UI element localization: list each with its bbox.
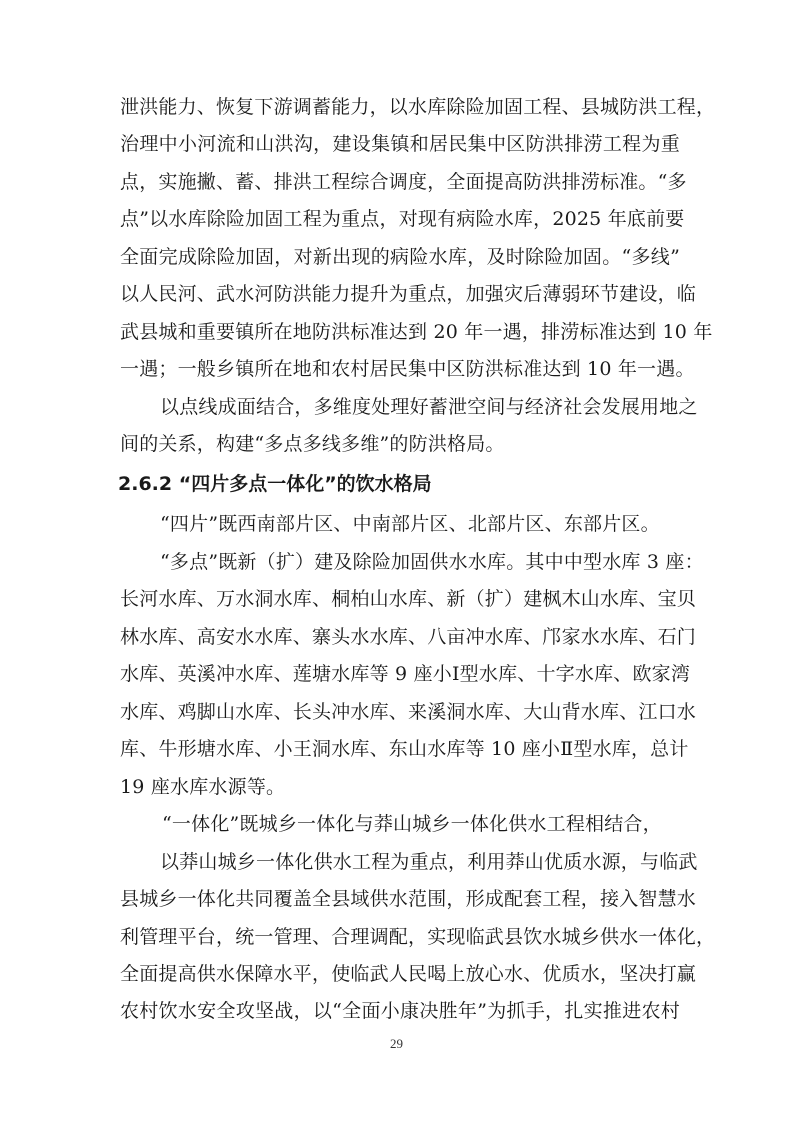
- text-line: 库、牛形塘水库、小王洞水库、东山水库等 10 座小Ⅱ型水库，总计: [120, 738, 689, 760]
- section-heading: 2.6.2 “四片多点一体化”的饮水格局: [118, 473, 432, 495]
- text-line: 水库、鸡脚山水库、长头冲水库、来溪洞水库、大山背水库、江口水: [120, 701, 697, 723]
- text-line: 以莽山城乡一体化供水工程为重点，利用莽山优质水源，与临武: [160, 851, 698, 873]
- text-line: 以点线成面结合，多维度处理好蓄泄空间与经济社会发展用地之: [160, 396, 698, 418]
- text-line: 全面完成除险加固，对新出现的病险水库，及时除险加固。“多线”: [120, 246, 680, 268]
- text-line: 19 座水库水源等。: [120, 776, 286, 798]
- text-line: “四片”既西南部片区、中南部片区、北部片区、东部片区。: [160, 513, 660, 535]
- text-line: 点，实施撇、蓄、排洪工程综合调度，全面提高防洪排涝标准。“多: [120, 171, 687, 193]
- text-line: 武县城和重要镇所在地防洪标准达到 20 年一遇，排涝标准达到 10 年: [120, 321, 713, 343]
- text-line: 泄洪能力、恢复下游调蓄能力，以水库除险加固工程、县城防洪工程，: [120, 96, 716, 118]
- text-line: “一体化”既城乡一体化与莽山城乡一体化供水工程相结合，: [162, 813, 662, 835]
- text-line: 县城乡一体化共同覆盖全县域供水范围，形成配套工程，接入智慧水: [120, 888, 697, 910]
- text-line: 治理中小河流和山洪沟，建设集镇和居民集中区防洪排涝工程为重: [120, 133, 680, 155]
- text-line: “多点”既新（扩）建及除险加固供水水库。其中中型水库 3 座：: [160, 551, 704, 573]
- text-line: 以人民河、武水河防洪能力提升为重点，加强灾后薄弱环节建设，临: [120, 283, 697, 305]
- text-line: 间的关系，构建“多点多线多维”的防洪格局。: [120, 433, 505, 455]
- text-line: 利管理平台，统一管理、合理调配，实现临武县饮水城乡供水一体化，: [120, 926, 716, 948]
- text-line: 林水库、高安水水库、寨头水水库、八亩冲水库、邝家水水库、石门: [120, 626, 697, 648]
- text-line: 全面提高供水保障水平，使临武人民喝上放心水、优质水，坚决打赢: [120, 963, 697, 985]
- page-number: 29: [390, 1036, 403, 1051]
- text-line: 长河水库、万水洞水库、桐柏山水库、新（扩）建枫木山水库、宝贝: [120, 588, 697, 610]
- text-line: 农村饮水安全攻坚战，以“全面小康决胜年”为抓手，扎实推进农村: [120, 1000, 680, 1022]
- text-line: 点”以水库除险加固工程为重点，对现有病险水库，2025 年底前要: [120, 208, 685, 230]
- text-line: 一遇；一般乡镇所在地和农村居民集中区防洪标准达到 10 年一遇。: [120, 358, 695, 380]
- text-line: 水库、英溪冲水库、莲塘水库等 9 座小Ⅰ型水库、十字水库、欧家湾: [120, 663, 691, 685]
